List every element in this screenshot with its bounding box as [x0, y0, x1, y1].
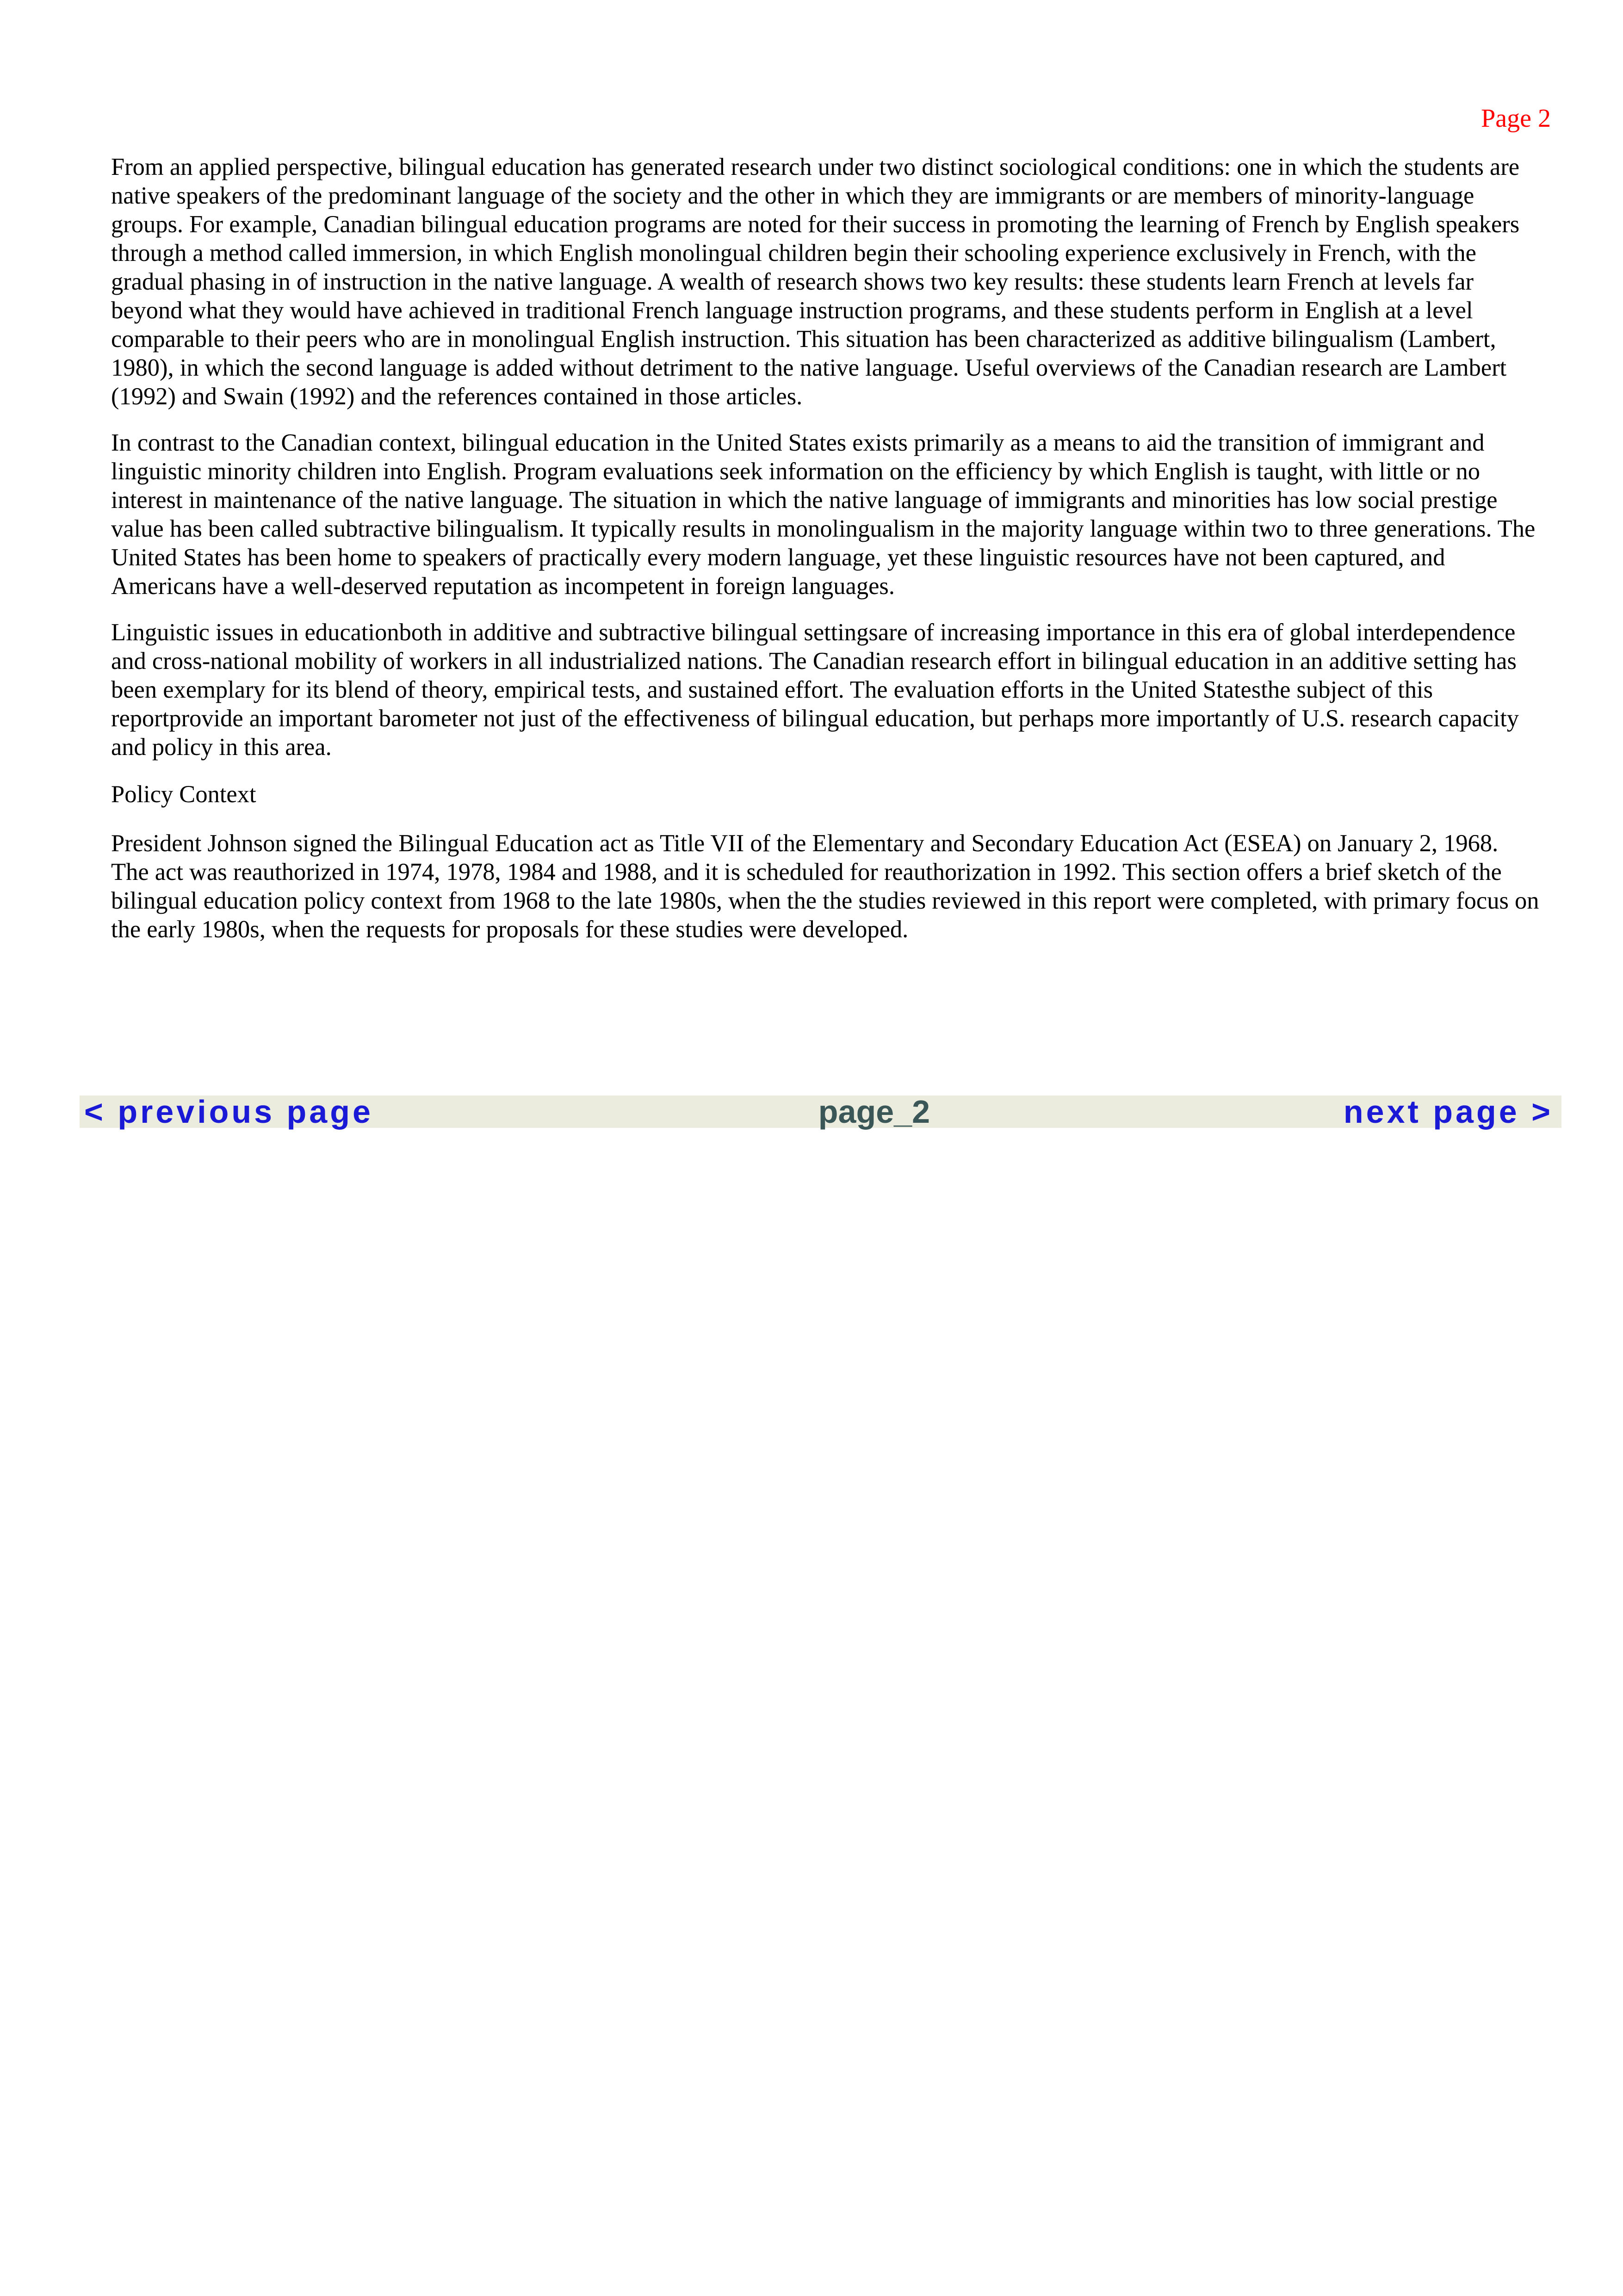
- section-heading: Policy Context: [111, 781, 256, 808]
- page-label: Page 2: [1481, 104, 1551, 133]
- top-page-id: [805, 21, 817, 58]
- next-page-link[interactable]: next page >: [1343, 1094, 1553, 1130]
- section-paragraph: President Johnson signed the Bilingual Education act as Title VII of the Elementary and Secondary Education Act (ESEA) on January 2, 1968. The act was reauthorized in 1974, 1978, 1984 and 1988, and it is scheduled for reauthorization in 1992. This section offers a brief sketch of the bilingual education policy context from 1968 to the late 1980s, when the the studies reviewed in this report were completed, with primary focus on the early 1980s, when the requests for proposals for these studies were developed.: [111, 830, 1539, 943]
- page-id-label: page_2: [818, 1094, 930, 1130]
- bottom-nav-bar: [80, 1095, 1561, 1128]
- top-nav-strip: [0, 0, 1623, 78]
- paragraph-1: From an applied perspective, bilingual education has generated research under two distinct sociological conditions: one in which the students are native speakers of the predominant language of the society and the other in which they are immigrants or are members of minority-language groups. For example, Canadian bilingual education programs are noted for their success in promoting the learning of French by English speakers through a method called immersion, in which English monolingual children begin their schooling experience exclusively in French, with the gradual phasing in of instruction in the native language. A wealth of research shows two key results: these students learn French at levels far beyond what they would have achieved in traditional French language instruction programs, and these students perform in English at a level comparable to their peers who are in monolingual English instruction. This situation has been characterized as additive bilingualism (Lambert, 1980), in which the second language is added without detriment to the native language. Useful overviews of the Canadian research are Lambert (1992) and Swain (1992) and the references contained in those articles.: [111, 154, 1520, 410]
- previous-page-link[interactable]: < previous page: [84, 1094, 373, 1130]
- document-body: [111, 153, 1541, 961]
- paragraph-2: In contrast to the Canadian context, bilingual education in the United States exists primarily as a means to aid the transition of immigrant and linguistic minority children into English. Program evaluations seek information on the efficiency by which English is taught, with little or no interest in maintenance of the native language. The situation in which the native language of immigrants and minorities has low social prestige value has been called subtractive bilingualism. It typically results in monolingualism in the majority language within two to three generations. The United States has been home to speakers of practically every modern language, yet these linguistic resources have not been captured, and Americans have a well-deserved reputation as incompetent in foreign languages.: [111, 429, 1536, 600]
- top-next-link[interactable]: [1531, 21, 1542, 58]
- top-nav-clipped: [80, 21, 1542, 58]
- top-previous-link[interactable]: [80, 21, 91, 58]
- paragraph-3: Linguistic issues in educationboth in additive and subtractive bilingual settingsare of increasing importance in this era of global interdependence and cross-national mobility of workers in all industrialized nations. The Canadian research effort in bilingual education in an additive setting has been exemplary for its blend of theory, empirical tests, and sustained effort. The evaluation efforts in the United Statesthe subject of this reportprovide an important barometer not just of the effectiveness of bilingual education, but perhaps more importantly of U.S. research capacity and policy in this area.: [111, 619, 1519, 761]
